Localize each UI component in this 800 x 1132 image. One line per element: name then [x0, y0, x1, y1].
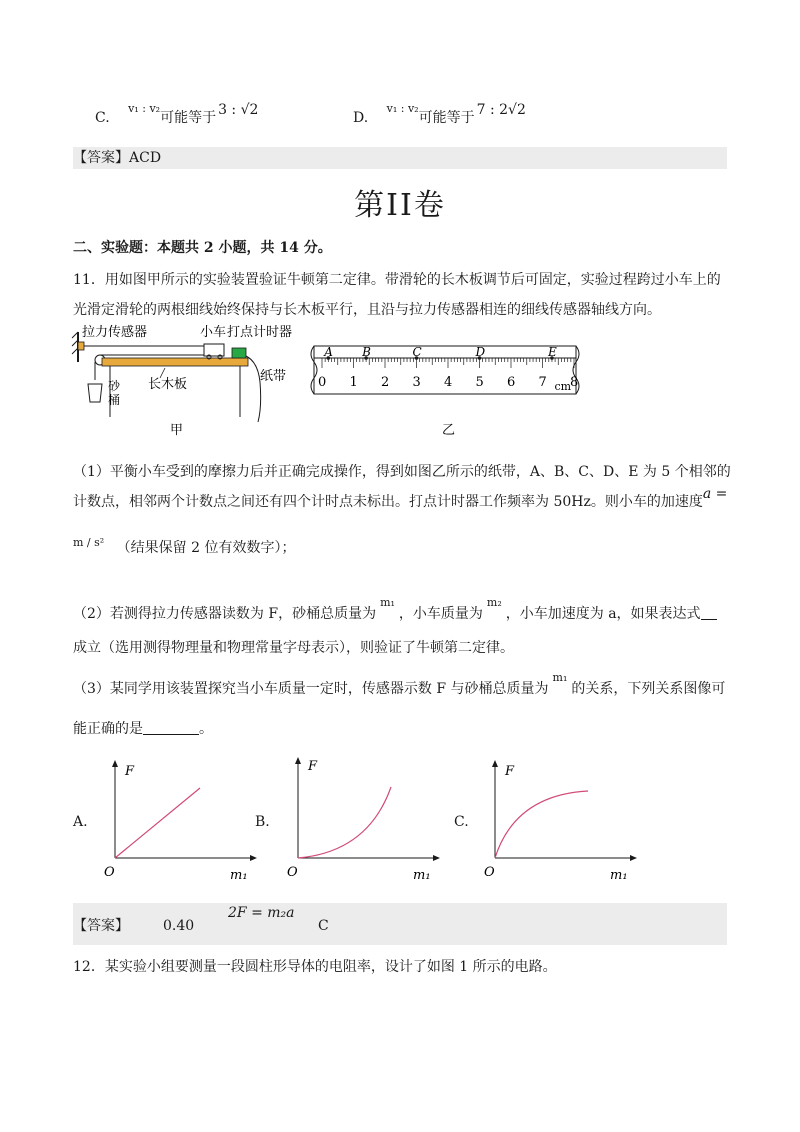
option-d: [353, 102, 526, 129]
q11-p3-b: 的关系，下列关系图像可: [571, 681, 726, 697]
q11-p2-m2: m₂: [486, 596, 502, 609]
dot-timer: [232, 348, 246, 358]
y-label: F: [125, 764, 135, 779]
y-label: F: [505, 764, 515, 779]
origin-label: O: [484, 865, 495, 880]
ruler-tick-label: 1: [349, 375, 358, 390]
option-d-letter: D.: [353, 110, 369, 126]
q11-p1-unit: m / s²: [73, 536, 105, 549]
q11-p3-end: 。: [199, 721, 213, 737]
x-arrow: [250, 855, 257, 861]
label-sand: 砂: [108, 379, 121, 393]
caption-yi: 乙: [442, 423, 456, 438]
tape-point-label: D: [475, 345, 486, 359]
q11-p1-line2: [73, 486, 728, 512]
ruler-tick-label: 2: [381, 375, 390, 390]
q11-p1-line3: [73, 538, 295, 559]
ruler-tick-label: 0: [318, 375, 327, 390]
tape-point-label: C: [412, 345, 422, 359]
ruler-tick-label: 7: [538, 375, 547, 390]
q11-p2-a: （2）若测得拉力传感器读数为 F，砂桶总质量为: [73, 606, 377, 622]
label-tape: 纸带: [260, 369, 287, 384]
q11-p2-m1: m₁: [380, 596, 395, 609]
graph-b: [283, 752, 443, 885]
graph-a: [100, 755, 260, 885]
q11-p1-a: a =: [702, 486, 728, 502]
option-c-text: 可能等于: [160, 110, 217, 126]
option-d-value: 7 : 2√2: [476, 102, 526, 118]
long-board: [102, 358, 248, 366]
graph-a-letter: A.: [73, 814, 88, 830]
option-c-expr: v₁ : v₂: [128, 102, 161, 115]
q11-p3-m1: m₁: [552, 671, 568, 684]
sensor-block: [78, 342, 84, 350]
q11-p2-line2: 成立（选用测得物理量和物理常量字母表示），则验证了牛顿第二定律。: [73, 640, 514, 656]
q11-p2-line1: [73, 596, 717, 625]
tape-point-label: B: [362, 345, 371, 359]
figure-jia: [70, 322, 310, 437]
answer-value-2: 2F = m₂a: [228, 905, 295, 921]
label-sensor: 拉力传感器: [82, 325, 148, 340]
x-arrow: [630, 855, 637, 861]
q11-p1-line1: （1）平衡小车受到的摩擦力后并正确完成操作，得到如图乙所示的纸带，A、B、C、D、E 为 5 个相邻的: [73, 464, 731, 480]
answer-blank: [143, 720, 199, 735]
sand-bucket: [88, 384, 102, 402]
label-bucket: 桶: [108, 393, 121, 407]
q11-p3-line2-text: 能正确的是: [73, 721, 143, 737]
answer-value-1: 0.40: [163, 918, 195, 934]
y-label: F: [308, 759, 318, 774]
curve-linear: [115, 788, 200, 858]
label-timer: 打点计时器: [227, 325, 293, 340]
caption-jia: 甲: [170, 423, 184, 437]
car: [204, 344, 224, 356]
x-label: m₁: [610, 868, 628, 883]
option-c: [95, 102, 259, 129]
option-d-expr: v₁ : v₂: [386, 102, 419, 115]
ruler-unit: cm: [554, 380, 572, 393]
curve-convex: [298, 787, 391, 858]
answer-bar-prev: [73, 147, 727, 169]
x-label: m₁: [230, 868, 248, 883]
q11-p2-c: ，小车加速度为 a，如果表达式: [505, 606, 701, 622]
x-label: m₁: [413, 868, 431, 883]
x-arrow: [433, 855, 440, 861]
answer-label: 【答案】: [73, 918, 129, 934]
answer-bar-q11: [73, 903, 727, 945]
graph-b-letter: B.: [255, 814, 270, 830]
graph-c-letter: C.: [454, 814, 469, 830]
section-heading: 二、实验题：本题共 2 小题，共 14 分。: [73, 240, 332, 256]
answer-value-3: C: [318, 918, 329, 934]
origin-label: O: [287, 865, 298, 880]
answer-value: ACD: [129, 150, 162, 166]
q11-line2: 光滑定滑轮的两根细线始终保持与长木板平行，且沿与拉力传感器相连的细线传感器轴线方向。: [73, 302, 661, 318]
answer-label: 【答案】: [73, 150, 129, 166]
q11-p1-line2-text: 计数点，相邻两个计数点之间还有四个计时点未标出。打点计时器工作频率为 50Hz。则小车的加速度: [73, 494, 703, 510]
ruler-ticks: [318, 358, 578, 393]
ruler-tick-label: 3: [412, 375, 421, 390]
label-board: 长木板: [148, 377, 188, 392]
ruler-tick-label: 5: [475, 375, 484, 390]
graph-c: [480, 755, 640, 885]
label-car: 小车: [200, 325, 227, 340]
y-arrow: [492, 760, 498, 767]
curve-concave: [495, 791, 588, 858]
origin-label: O: [104, 865, 115, 880]
q11-p2-b: ，小车质量为: [398, 606, 483, 622]
tape-point-label: A: [324, 345, 333, 359]
q11-p3-line1: [73, 671, 726, 700]
answer-blank: [701, 605, 717, 620]
tape-point-label: E: [547, 345, 557, 359]
q12-line1: 12．某实验小组要测量一段圆柱形导体的电阻率，设计了如图 1 所示的电路。: [73, 959, 557, 975]
q11-p1-note: （结果保留 2 位有效数字）；: [116, 540, 296, 556]
figure-yi: [310, 340, 595, 440]
option-d-text: 可能等于: [418, 110, 475, 126]
section-title: 第II卷: [354, 188, 446, 223]
option-c-letter: C.: [95, 110, 110, 126]
y-arrow: [295, 757, 301, 764]
ruler-tick-label: 4: [444, 375, 453, 390]
q11-p3-a: （3）某同学用该装置探究当小车质量一定时，传感器示数 F 与砂桶总质量为: [73, 681, 549, 697]
y-arrow: [112, 760, 118, 767]
q11-p3-line2: [73, 719, 213, 739]
option-c-value: 3 : √2: [218, 102, 259, 118]
ruler-tick-label: 6: [507, 375, 516, 390]
q11-line1: 11．用如图甲所示的实验装置验证牛顿第二定律。带滑轮的长木板调节后可固定，实验过程跨过小车上的: [73, 272, 721, 288]
ruler-tick-label: 8: [570, 375, 579, 390]
